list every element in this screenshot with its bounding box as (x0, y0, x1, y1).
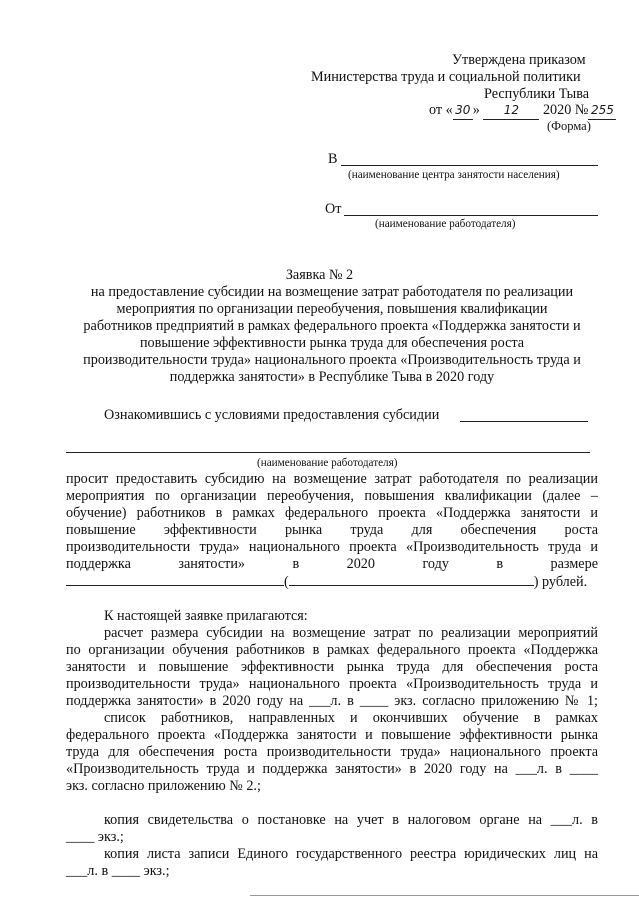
date-mid: » (472, 102, 480, 118)
attachment-line-5: поддержка занятости» в 2020 году на ___л. в ____ экз. согласно приложению № 1; (66, 693, 598, 709)
approval-line-2: Министерства труда и социальной политики (311, 69, 581, 85)
request-line-2: мероприятия по организации переобучения, повышения квалификации (далее – (66, 488, 598, 504)
title-line-2: на предоставление субсидии на возмещение затрат работодателя по реализации (90, 284, 574, 300)
approval-line-3: Республики Тыва (484, 86, 590, 102)
from-prefix: От (325, 201, 342, 217)
attachment-line-10: экз. согласно приложению № 2.; (66, 778, 261, 794)
intro-line: Ознакомившись с условиями предоставления субсидии (104, 407, 440, 423)
date-day: 30 (453, 102, 473, 120)
to-caption: (наименование центра занятости населения) (348, 169, 560, 181)
date-number: 255 (588, 102, 616, 120)
attachment-line-4: производительности труда» национального проекта «Производительность труда и (66, 676, 598, 692)
from-caption: (наименование работодателя) (375, 218, 516, 230)
attachment-line-6: список работников, направленных и окончивших обучение в рамках (104, 710, 598, 726)
scan-edge-line (250, 895, 639, 896)
approval-line-1: Утверждена приказом (452, 52, 586, 68)
to-fill-line (341, 165, 598, 166)
attachment-line-2: по организации обучения работников в рамках федерального проекта «Поддержка (66, 642, 598, 658)
intro-fill-line-1 (460, 421, 588, 422)
attachment-line-13: копия листа записи Единого государственного реестра юридических лиц на (104, 846, 598, 862)
attachment-line-12: ____ экз.; (66, 829, 124, 845)
amount-close: ) рублей. (533, 574, 588, 590)
attachment-line-11: копия свидетельства о постановке на учет в налоговом органе на ___л. в (104, 812, 598, 828)
attachment-line-3: занятости и повышение эффективности рынка труда для обеспечения роста (66, 659, 598, 675)
request-amount (66, 573, 587, 591)
amount-open: ( (284, 574, 289, 590)
title-line-4: работников предприятий в рамках федерального проекта «Поддержка занятости и (83, 318, 581, 334)
attachment-line-8: труда для обеспечения роста производительности труда» национального проекта (66, 744, 598, 760)
title-line-3: мероприятия по организации переобучения, повышения квалификации (116, 301, 548, 317)
amount-number-fill (66, 573, 284, 586)
request-line-4: повышение эффективности рынка труда для обеспечения роста (66, 522, 598, 538)
date-month: 12 (483, 102, 539, 120)
title-line-6: производительности труда» национального проекта «Производительность труда и (83, 352, 581, 368)
attachment-line-1: расчет размера субсидии на возмещение затрат по реализации мероприятий (104, 625, 598, 641)
title-line-7: поддержка занятости» в Республике Тыва в 2020 году (169, 369, 495, 385)
to-prefix: В (328, 151, 338, 167)
title-line-5: повышение эффективности рынка труда для обеспечения роста (139, 335, 525, 351)
attachment-line-7: федерального проекта «Поддержка занятости и повышение эффективности рынка (66, 727, 598, 743)
amount-words-fill (289, 573, 534, 586)
form-label: (Форма) (547, 119, 591, 133)
attachments-heading: К настоящей заявке прилагаются: (104, 608, 308, 624)
attachment-line-9: «Производительность труда и поддержка занятости» в 2020 году на ___л. в ____ (66, 761, 598, 777)
date-year: 2020 № (542, 102, 589, 118)
request-line-6: поддержка занятости» в 2020 году в размере (66, 556, 598, 572)
attachment-line-14: ___л. в ____ экз.; (66, 863, 170, 879)
date-prefix: от « (429, 102, 453, 118)
from-fill-line (344, 215, 598, 216)
intro-caption: (наименование работодателя) (257, 457, 398, 469)
request-line-1: просит предоставить субсидию на возмещение затрат работодателя по реализации (66, 471, 598, 487)
request-line-5: производительности труда» национального проекта «Производительность труда и (66, 539, 598, 555)
document-title: Заявка № 2 (285, 267, 354, 283)
intro-fill-line-2 (66, 452, 590, 453)
request-line-3: обучение) работников в рамках федерального проекта «Поддержка занятости и (66, 505, 598, 521)
